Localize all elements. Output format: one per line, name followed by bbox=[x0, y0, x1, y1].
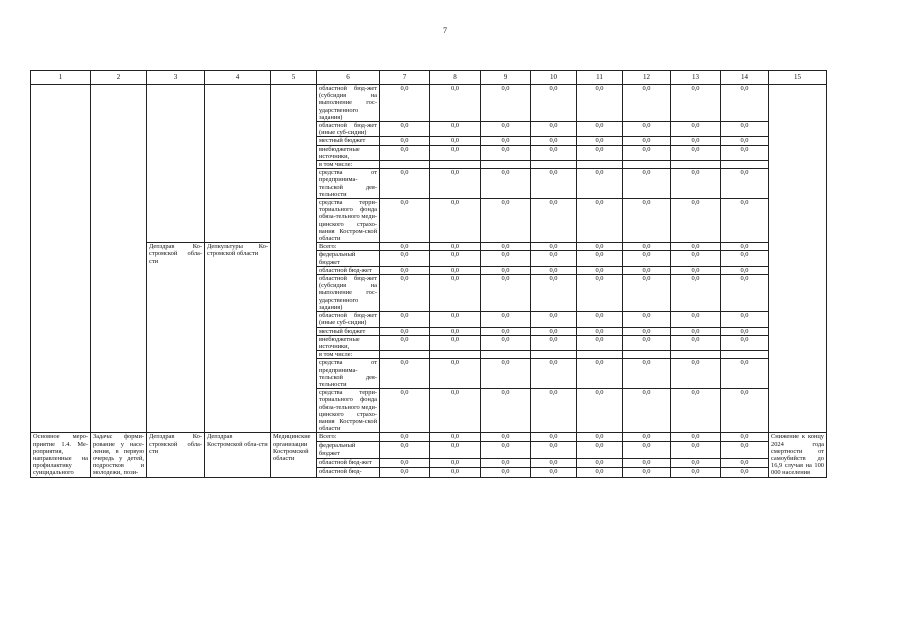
funding-value: 0,0 bbox=[623, 327, 671, 335]
funding-value: 0,0 bbox=[671, 85, 721, 122]
table-row bbox=[31, 433, 827, 442]
column-number-header: 2 bbox=[91, 71, 147, 85]
funding-value: 0,0 bbox=[380, 266, 430, 274]
funding-value: 0,0 bbox=[531, 85, 577, 122]
column-number-header: 15 bbox=[769, 71, 827, 85]
funding-value: 0,0 bbox=[577, 442, 623, 459]
result-cell bbox=[769, 85, 827, 433]
funding-value: 0,0 bbox=[721, 468, 769, 477]
funding-value: 0,0 bbox=[671, 145, 721, 160]
funding-value: 0,0 bbox=[531, 433, 577, 442]
funding-value: 0,0 bbox=[481, 275, 531, 312]
funding-value bbox=[577, 161, 623, 169]
funding-value bbox=[671, 351, 721, 359]
table-row bbox=[31, 243, 827, 251]
funding-value: 0,0 bbox=[671, 433, 721, 442]
funding-value: 0,0 bbox=[380, 199, 430, 243]
funding-value: 0,0 bbox=[721, 312, 769, 327]
funding-value: 0,0 bbox=[481, 459, 531, 468]
funding-value: 0,0 bbox=[430, 243, 481, 251]
funding-value: 0,0 bbox=[721, 199, 769, 243]
funding-value: 0,0 bbox=[430, 468, 481, 477]
funding-value: 0,0 bbox=[531, 312, 577, 327]
funding-source-label: местный бюджет bbox=[317, 137, 380, 145]
funding-value: 0,0 bbox=[531, 243, 577, 251]
funding-value: 0,0 bbox=[623, 251, 671, 266]
funding-value: 0,0 bbox=[380, 389, 430, 433]
funding-value: 0,0 bbox=[671, 122, 721, 137]
funding-value: 0,0 bbox=[430, 442, 481, 459]
funding-value: 0,0 bbox=[577, 335, 623, 350]
funding-value: 0,0 bbox=[430, 122, 481, 137]
funding-value bbox=[623, 161, 671, 169]
funding-value: 0,0 bbox=[671, 169, 721, 199]
funding-value: 0,0 bbox=[623, 169, 671, 199]
funding-value bbox=[531, 351, 577, 359]
funding-value: 0,0 bbox=[531, 199, 577, 243]
funding-value: 0,0 bbox=[577, 266, 623, 274]
funding-value: 0,0 bbox=[380, 459, 430, 468]
funding-value bbox=[721, 351, 769, 359]
funding-value: 0,0 bbox=[671, 251, 721, 266]
funding-value: 0,0 bbox=[380, 122, 430, 137]
funding-value bbox=[721, 161, 769, 169]
coexecutor-cell: Депздрав Костромской обла-сти bbox=[205, 433, 271, 477]
funding-value: 0,0 bbox=[481, 169, 531, 199]
funding-value: 0,0 bbox=[577, 359, 623, 389]
result-cell: Снижение к концу 2024 года смертности от самоубийств до 16,9 случая на 100 000 населения bbox=[769, 433, 827, 477]
funding-source-label: в том числе: bbox=[317, 351, 380, 359]
funding-value: 0,0 bbox=[721, 251, 769, 266]
funding-value bbox=[380, 351, 430, 359]
funding-value: 0,0 bbox=[721, 335, 769, 350]
funding-value: 0,0 bbox=[623, 335, 671, 350]
column-number-header: 12 bbox=[623, 71, 671, 85]
funding-value: 0,0 bbox=[481, 389, 531, 433]
funding-value: 0,0 bbox=[481, 468, 531, 477]
funding-value: 0,0 bbox=[430, 266, 481, 274]
funding-value: 0,0 bbox=[577, 468, 623, 477]
funding-source-label: внебюджетные источники, bbox=[317, 145, 380, 160]
column-number-header: 5 bbox=[271, 71, 317, 85]
funding-value: 0,0 bbox=[721, 145, 769, 160]
funding-value: 0,0 bbox=[430, 335, 481, 350]
funding-source-label: областной бюд-жет (субсидия на выполнение гос-ударственного задания) bbox=[317, 275, 380, 312]
funding-value bbox=[671, 161, 721, 169]
funding-source-label: областной бюд-жет bbox=[317, 266, 380, 274]
funding-value: 0,0 bbox=[481, 199, 531, 243]
funding-value: 0,0 bbox=[623, 266, 671, 274]
funding-value: 0,0 bbox=[380, 359, 430, 389]
header-row bbox=[31, 71, 827, 85]
funding-source-label: средства терри-ториального фонда обяза-тельного меди-цинского страхо-вания Костром-ской области bbox=[317, 199, 380, 243]
funding-value: 0,0 bbox=[721, 459, 769, 468]
funding-value bbox=[577, 351, 623, 359]
funding-value: 0,0 bbox=[481, 433, 531, 442]
funding-value bbox=[481, 351, 531, 359]
funding-value: 0,0 bbox=[380, 312, 430, 327]
participant-cell bbox=[271, 85, 317, 433]
participant-cell: Медицинские организации Костромской области bbox=[271, 433, 317, 477]
funding-value: 0,0 bbox=[721, 137, 769, 145]
funding-value: 0,0 bbox=[623, 359, 671, 389]
funding-value: 0,0 bbox=[623, 199, 671, 243]
funding-value bbox=[623, 351, 671, 359]
funding-value: 0,0 bbox=[721, 243, 769, 251]
funding-value: 0,0 bbox=[481, 251, 531, 266]
column-number-header: 9 bbox=[481, 71, 531, 85]
budget-table bbox=[30, 70, 827, 478]
funding-value: 0,0 bbox=[531, 359, 577, 389]
funding-value: 0,0 bbox=[531, 327, 577, 335]
funding-source-label: областной бюд-жет bbox=[317, 459, 380, 468]
column-number-header: 4 bbox=[205, 71, 271, 85]
funding-value: 0,0 bbox=[721, 389, 769, 433]
funding-value: 0,0 bbox=[577, 243, 623, 251]
funding-source-label: средства от предпринима-тельской дея-тельности bbox=[317, 359, 380, 389]
funding-value: 0,0 bbox=[531, 389, 577, 433]
funding-value bbox=[380, 161, 430, 169]
funding-value: 0,0 bbox=[531, 266, 577, 274]
funding-source-label: в том числе: bbox=[317, 161, 380, 169]
column-number-header: 6 bbox=[317, 71, 380, 85]
coexecutor-cell: Депкультуры Ко-стромской области bbox=[205, 243, 271, 433]
funding-value: 0,0 bbox=[430, 199, 481, 243]
funding-value: 0,0 bbox=[430, 251, 481, 266]
funding-value: 0,0 bbox=[531, 145, 577, 160]
funding-value: 0,0 bbox=[380, 85, 430, 122]
task-cell bbox=[91, 85, 147, 433]
funding-value: 0,0 bbox=[380, 275, 430, 312]
funding-value: 0,0 bbox=[671, 327, 721, 335]
funding-value: 0,0 bbox=[481, 122, 531, 137]
funding-value: 0,0 bbox=[380, 137, 430, 145]
funding-value: 0,0 bbox=[671, 312, 721, 327]
funding-value: 0,0 bbox=[577, 389, 623, 433]
funding-source-label: областной бюд- bbox=[317, 468, 380, 477]
funding-value: 0,0 bbox=[430, 169, 481, 199]
funding-value: 0,0 bbox=[531, 137, 577, 145]
funding-value: 0,0 bbox=[577, 85, 623, 122]
funding-value: 0,0 bbox=[721, 275, 769, 312]
funding-source-label: средства от предпринима-тельской дея-тельности bbox=[317, 169, 380, 199]
funding-value: 0,0 bbox=[721, 327, 769, 335]
column-number-header: 8 bbox=[430, 71, 481, 85]
funding-source-label: областной бюд-жет (иные суб-сидии) bbox=[317, 312, 380, 327]
funding-value: 0,0 bbox=[430, 389, 481, 433]
funding-value: 0,0 bbox=[721, 122, 769, 137]
funding-value: 0,0 bbox=[481, 442, 531, 459]
funding-value: 0,0 bbox=[623, 243, 671, 251]
funding-value: 0,0 bbox=[430, 137, 481, 145]
funding-value: 0,0 bbox=[721, 85, 769, 122]
funding-value: 0,0 bbox=[623, 137, 671, 145]
funding-value: 0,0 bbox=[430, 459, 481, 468]
funding-value: 0,0 bbox=[623, 145, 671, 160]
funding-value: 0,0 bbox=[623, 312, 671, 327]
funding-value bbox=[430, 161, 481, 169]
funding-value: 0,0 bbox=[430, 275, 481, 312]
funding-value: 0,0 bbox=[577, 312, 623, 327]
funding-value: 0,0 bbox=[577, 122, 623, 137]
funding-value: 0,0 bbox=[380, 169, 430, 199]
funding-value: 0,0 bbox=[481, 327, 531, 335]
funding-value: 0,0 bbox=[671, 389, 721, 433]
column-number-header: 10 bbox=[531, 71, 577, 85]
funding-value: 0,0 bbox=[577, 251, 623, 266]
funding-value: 0,0 bbox=[531, 169, 577, 199]
funding-value: 0,0 bbox=[577, 433, 623, 442]
column-number-header: 14 bbox=[721, 71, 769, 85]
funding-source-label: областной бюд-жет (иные суб-сидии) bbox=[317, 122, 380, 137]
funding-value: 0,0 bbox=[623, 468, 671, 477]
funding-value: 0,0 bbox=[380, 251, 430, 266]
page-number: 7 bbox=[443, 26, 447, 35]
funding-value: 0,0 bbox=[481, 335, 531, 350]
column-number-header: 11 bbox=[577, 71, 623, 85]
funding-value: 0,0 bbox=[671, 359, 721, 389]
funding-source-label: местный бюджет bbox=[317, 327, 380, 335]
funding-value bbox=[531, 161, 577, 169]
funding-value: 0,0 bbox=[380, 243, 430, 251]
funding-source-label: внебюджетные источники, bbox=[317, 335, 380, 350]
funding-value: 0,0 bbox=[721, 266, 769, 274]
funding-source-label: Всего: bbox=[317, 243, 380, 251]
funding-value: 0,0 bbox=[531, 442, 577, 459]
funding-value: 0,0 bbox=[430, 327, 481, 335]
funding-value: 0,0 bbox=[481, 137, 531, 145]
column-number-header: 13 bbox=[671, 71, 721, 85]
funding-value bbox=[430, 351, 481, 359]
funding-value: 0,0 bbox=[671, 137, 721, 145]
funding-value: 0,0 bbox=[577, 199, 623, 243]
funding-value: 0,0 bbox=[623, 442, 671, 459]
funding-value: 0,0 bbox=[671, 199, 721, 243]
funding-value: 0,0 bbox=[671, 459, 721, 468]
funding-value: 0,0 bbox=[380, 468, 430, 477]
funding-value: 0,0 bbox=[623, 85, 671, 122]
funding-value: 0,0 bbox=[577, 327, 623, 335]
funding-value: 0,0 bbox=[623, 275, 671, 312]
funding-value: 0,0 bbox=[380, 145, 430, 160]
funding-value: 0,0 bbox=[481, 312, 531, 327]
funding-source-label: федеральный бюджет bbox=[317, 251, 380, 266]
funding-value: 0,0 bbox=[671, 442, 721, 459]
responsible-cell: Депздрав Ко-стромской обла-сти bbox=[147, 433, 205, 477]
funding-value: 0,0 bbox=[380, 327, 430, 335]
funding-source-label: средства терри-ториального фонда обяза-тельного меди-цинского страхо-вания Костром-ской области bbox=[317, 389, 380, 433]
funding-value: 0,0 bbox=[721, 442, 769, 459]
funding-value: 0,0 bbox=[577, 137, 623, 145]
funding-value: 0,0 bbox=[577, 275, 623, 312]
table-row bbox=[31, 85, 827, 122]
funding-value: 0,0 bbox=[721, 169, 769, 199]
funding-value: 0,0 bbox=[481, 359, 531, 389]
funding-value: 0,0 bbox=[380, 433, 430, 442]
funding-value: 0,0 bbox=[531, 335, 577, 350]
funding-value: 0,0 bbox=[623, 433, 671, 442]
funding-value: 0,0 bbox=[671, 266, 721, 274]
coexecutor-cell bbox=[205, 85, 271, 243]
activity-cell bbox=[31, 85, 91, 433]
funding-value: 0,0 bbox=[671, 468, 721, 477]
funding-value: 0,0 bbox=[531, 468, 577, 477]
activity-cell: Основное меро-приятие 1.4. Ме-роприятия, направленные на профилактику суицидального bbox=[31, 433, 91, 477]
funding-value: 0,0 bbox=[577, 169, 623, 199]
funding-value: 0,0 bbox=[481, 266, 531, 274]
funding-value: 0,0 bbox=[430, 433, 481, 442]
column-number-header: 7 bbox=[380, 71, 430, 85]
funding-value: 0,0 bbox=[671, 243, 721, 251]
funding-value: 0,0 bbox=[380, 442, 430, 459]
funding-value: 0,0 bbox=[671, 335, 721, 350]
funding-value: 0,0 bbox=[531, 275, 577, 312]
funding-source-label: федеральный бюджет bbox=[317, 442, 380, 459]
responsible-cell: Депздрав Ко-стромской обла-сти bbox=[147, 243, 205, 433]
funding-value: 0,0 bbox=[481, 85, 531, 122]
funding-value: 0,0 bbox=[623, 389, 671, 433]
funding-value: 0,0 bbox=[380, 335, 430, 350]
funding-value: 0,0 bbox=[623, 459, 671, 468]
funding-value: 0,0 bbox=[481, 243, 531, 251]
funding-value: 0,0 bbox=[531, 122, 577, 137]
responsible-cell bbox=[147, 85, 205, 243]
funding-value: 0,0 bbox=[577, 145, 623, 160]
funding-value bbox=[481, 161, 531, 169]
funding-value: 0,0 bbox=[430, 85, 481, 122]
funding-value: 0,0 bbox=[531, 251, 577, 266]
funding-source-label: областной бюд-жет (субсидия на выполнение гос-ударственного задания) bbox=[317, 85, 380, 122]
column-number-header: 3 bbox=[147, 71, 205, 85]
funding-value: 0,0 bbox=[721, 433, 769, 442]
funding-value: 0,0 bbox=[430, 359, 481, 389]
task-cell: Задача: форми-рование у насе-ления, в первую очередь у детей, подростков и молодежи, пози- bbox=[91, 433, 147, 477]
funding-value: 0,0 bbox=[481, 145, 531, 160]
funding-value: 0,0 bbox=[577, 459, 623, 468]
column-number-header: 1 bbox=[31, 71, 91, 85]
funding-value: 0,0 bbox=[721, 359, 769, 389]
funding-value: 0,0 bbox=[430, 312, 481, 327]
funding-value: 0,0 bbox=[430, 145, 481, 160]
funding-value: 0,0 bbox=[531, 459, 577, 468]
funding-source-label: Всего: bbox=[317, 433, 380, 442]
funding-value: 0,0 bbox=[671, 275, 721, 312]
funding-value: 0,0 bbox=[623, 122, 671, 137]
